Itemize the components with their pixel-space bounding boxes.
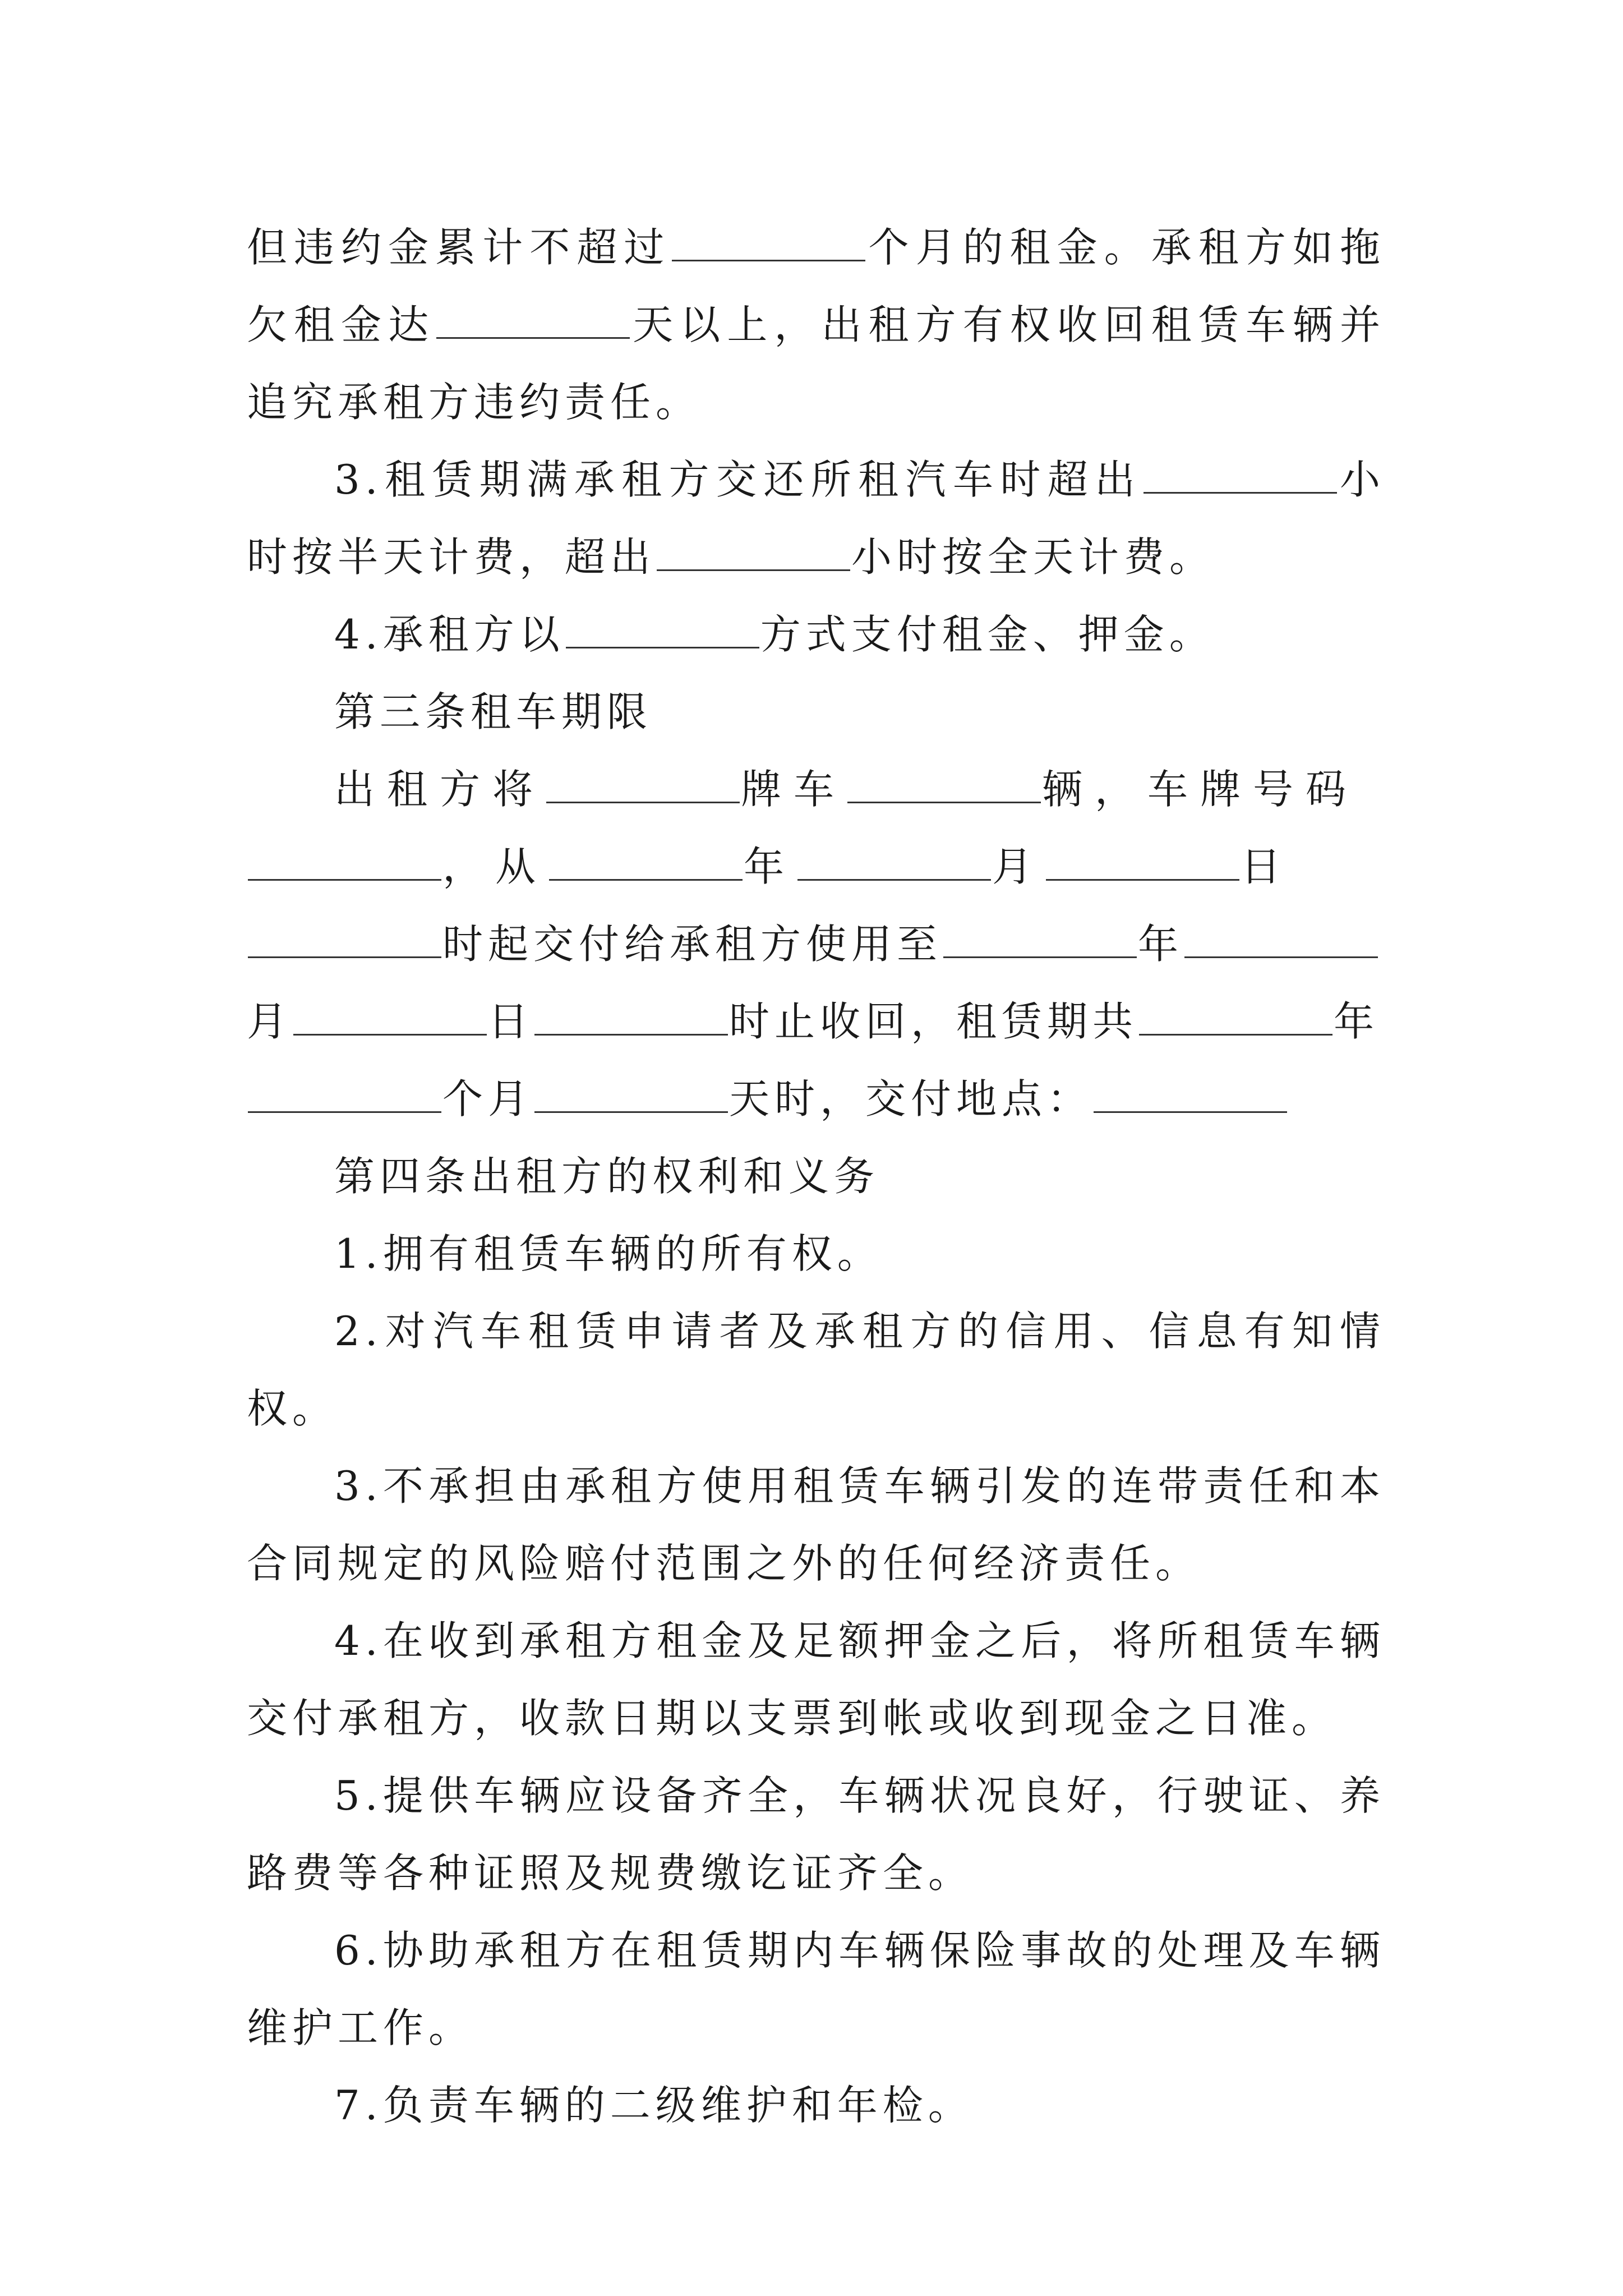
paragraph-penalty-cap xyxy=(247,209,1385,441)
fill-blank[interactable] xyxy=(1094,1078,1287,1113)
text-segment: 年 xyxy=(1334,998,1380,1045)
text-segment: 3.不承担由承租方使用租赁车辆引发的连带责任和本合同规定的风险赔付范围之外的任何经济责任。 xyxy=(247,1462,1385,1587)
text-segment: 月 xyxy=(992,843,1045,890)
text-segment: 7.负责车辆的二级维护和年检。 xyxy=(334,2082,974,2129)
document-page xyxy=(247,209,1385,2144)
section-heading-lessor-rights xyxy=(247,1138,1385,1215)
text-segment: 但违约金累计不超过 xyxy=(247,224,671,271)
fill-blank[interactable] xyxy=(549,845,743,881)
list-item-ownership xyxy=(247,1215,1385,1292)
paragraph-return-date xyxy=(247,983,1385,1060)
text-segment: ，从 xyxy=(442,843,548,890)
text-segment: 时止收回，租赁期共 xyxy=(729,998,1138,1045)
paragraph-rental-vehicle xyxy=(247,751,1385,828)
paragraph-delivery-location xyxy=(247,1060,1385,1138)
text-segment: 第四条出租方的权利和义务 xyxy=(334,1153,880,1200)
text-segment: 日 xyxy=(1241,843,1294,890)
text-segment: 个月 xyxy=(442,1075,534,1122)
fill-blank[interactable] xyxy=(534,1000,728,1036)
paragraph-overtime-billing xyxy=(247,441,1385,596)
text-segment: 2.对汽车租赁申请者及承租方的信用、信息有知情权。 xyxy=(247,1308,1385,1432)
fill-blank[interactable] xyxy=(847,768,1041,803)
text-segment: 4.在收到承租方租金及足额押金之后，将所租赁车辆交付承租方，收款日期以支票到帐或收到现金之日准。 xyxy=(247,1617,1385,1742)
text-segment: 个月的租金。承租方如拖欠租金达 xyxy=(247,224,1385,348)
list-item-right-to-know xyxy=(247,1292,1385,1447)
fill-blank[interactable] xyxy=(1139,1000,1332,1036)
fill-blank[interactable] xyxy=(1184,923,1378,958)
text-segment: 4.承租方以 xyxy=(334,611,565,658)
paragraph-payment-method xyxy=(247,596,1385,673)
fill-blank[interactable] xyxy=(566,613,759,648)
text-segment: 天以上，出租方有权收回租赁车辆并追究承租方违约责任。 xyxy=(247,301,1385,426)
fill-blank[interactable] xyxy=(672,226,865,261)
list-item-vehicle-delivery xyxy=(247,1602,1385,1757)
fill-blank[interactable] xyxy=(943,923,1137,958)
fill-blank[interactable] xyxy=(248,1078,441,1113)
paragraph-start-date xyxy=(247,828,1385,905)
paragraph-delivery-until xyxy=(247,905,1385,983)
text-segment: 天时，交付地点： xyxy=(729,1075,1093,1122)
text-segment: 第三条租车期限 xyxy=(334,688,653,735)
fill-blank[interactable] xyxy=(293,1000,487,1036)
fill-blank[interactable] xyxy=(797,845,991,881)
list-item-insurance-assist xyxy=(247,1912,1385,2067)
text-segment: 牌车 xyxy=(741,766,847,813)
text-segment: 5.提供车辆应设备齐全，车辆状况良好，行驶证、养路费等各种证照及规费缴讫证齐全。 xyxy=(247,1772,1385,1897)
text-segment: 出租方将 xyxy=(334,766,546,813)
fill-blank[interactable] xyxy=(1144,458,1337,494)
text-segment: 6.协助承租方在租赁期内车辆保险事故的处理及车辆维护工作。 xyxy=(247,1927,1385,2051)
fill-blank[interactable] xyxy=(248,845,441,881)
list-item-equipment xyxy=(247,1757,1385,1912)
text-segment: 1.拥有租赁车辆的所有权。 xyxy=(334,1230,883,1277)
text-segment: 月 xyxy=(247,998,293,1045)
list-item-maintenance xyxy=(247,2067,1385,2144)
text-segment: 日 xyxy=(488,998,534,1045)
text-segment: 年 xyxy=(1138,921,1184,968)
fill-blank[interactable] xyxy=(1046,845,1239,881)
text-segment: 小时按全天计费。 xyxy=(851,533,1215,581)
list-item-liability xyxy=(247,1447,1385,1602)
text-segment: 小时按半天计费，超出 xyxy=(247,456,1385,581)
text-segment: 辆，车牌号码 xyxy=(1042,766,1359,813)
fill-blank[interactable] xyxy=(657,536,850,571)
text-segment: 年 xyxy=(744,843,797,890)
text-segment: 3.租赁期满承租方交还所租汽车时超出 xyxy=(334,456,1142,503)
fill-blank[interactable] xyxy=(534,1078,728,1113)
fill-blank[interactable] xyxy=(546,768,740,803)
text-segment: 时起交付给承租方使用至 xyxy=(442,921,943,968)
text-segment: 方式支付租金、押金。 xyxy=(760,611,1215,658)
section-heading-rental-period xyxy=(247,673,1385,751)
fill-blank[interactable] xyxy=(248,923,441,958)
fill-blank[interactable] xyxy=(436,303,630,339)
